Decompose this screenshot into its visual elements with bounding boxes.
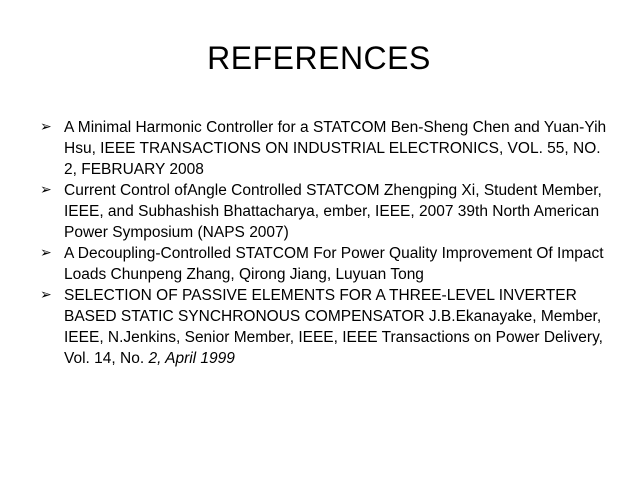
reference-text: A Decoupling-Controlled STATCOM For Power Quality Improvement Of Impact Loads Chunpeng Zhang, Qirong Jiang, Luyuan Tong — [64, 245, 604, 283]
arrow-bullet-icon: ➢ — [40, 287, 52, 303]
reference-list — [40, 117, 615, 369]
slide-title: REFERENCES — [207, 40, 431, 76]
reference-item — [40, 117, 615, 180]
reference-item — [40, 243, 615, 285]
reference-text-italic: 2, April 1999 — [144, 350, 235, 367]
reference-item — [40, 285, 615, 369]
reference-text: A Minimal Harmonic Controller for a STATCOM Ben-Sheng Chen and Yuan-Yih Hsu, IEEE TRANSACTIONS ON INDUSTRIAL ELECTRONICS, VOL. 55, NO. 2, FEBRUARY 2008 — [64, 119, 607, 178]
arrow-bullet-icon: ➢ — [40, 182, 52, 198]
reference-item — [40, 180, 615, 243]
reference-text: Current Control ofAngle Controlled STATCOM Zhengping Xi, Student Member, IEEE, and Subhashish Bhattacharya, ember, IEEE, 2007 39th North American Power Symposium (NAPS 2007) — [64, 182, 602, 241]
arrow-bullet-icon: ➢ — [40, 119, 52, 135]
reference-text: SELECTION OF PASSIVE ELEMENTS FOR A THREE-LEVEL INVERTER BASED STATIC SYNCHRONOUS COMPENSATOR J.B.Ekanayake, Member, IEEE, N.Jenkins, Senior Member, IEEE, IEEE Transactions on Power Delivery, Vol. 14, No. — [64, 287, 603, 367]
arrow-bullet-icon: ➢ — [40, 245, 52, 261]
